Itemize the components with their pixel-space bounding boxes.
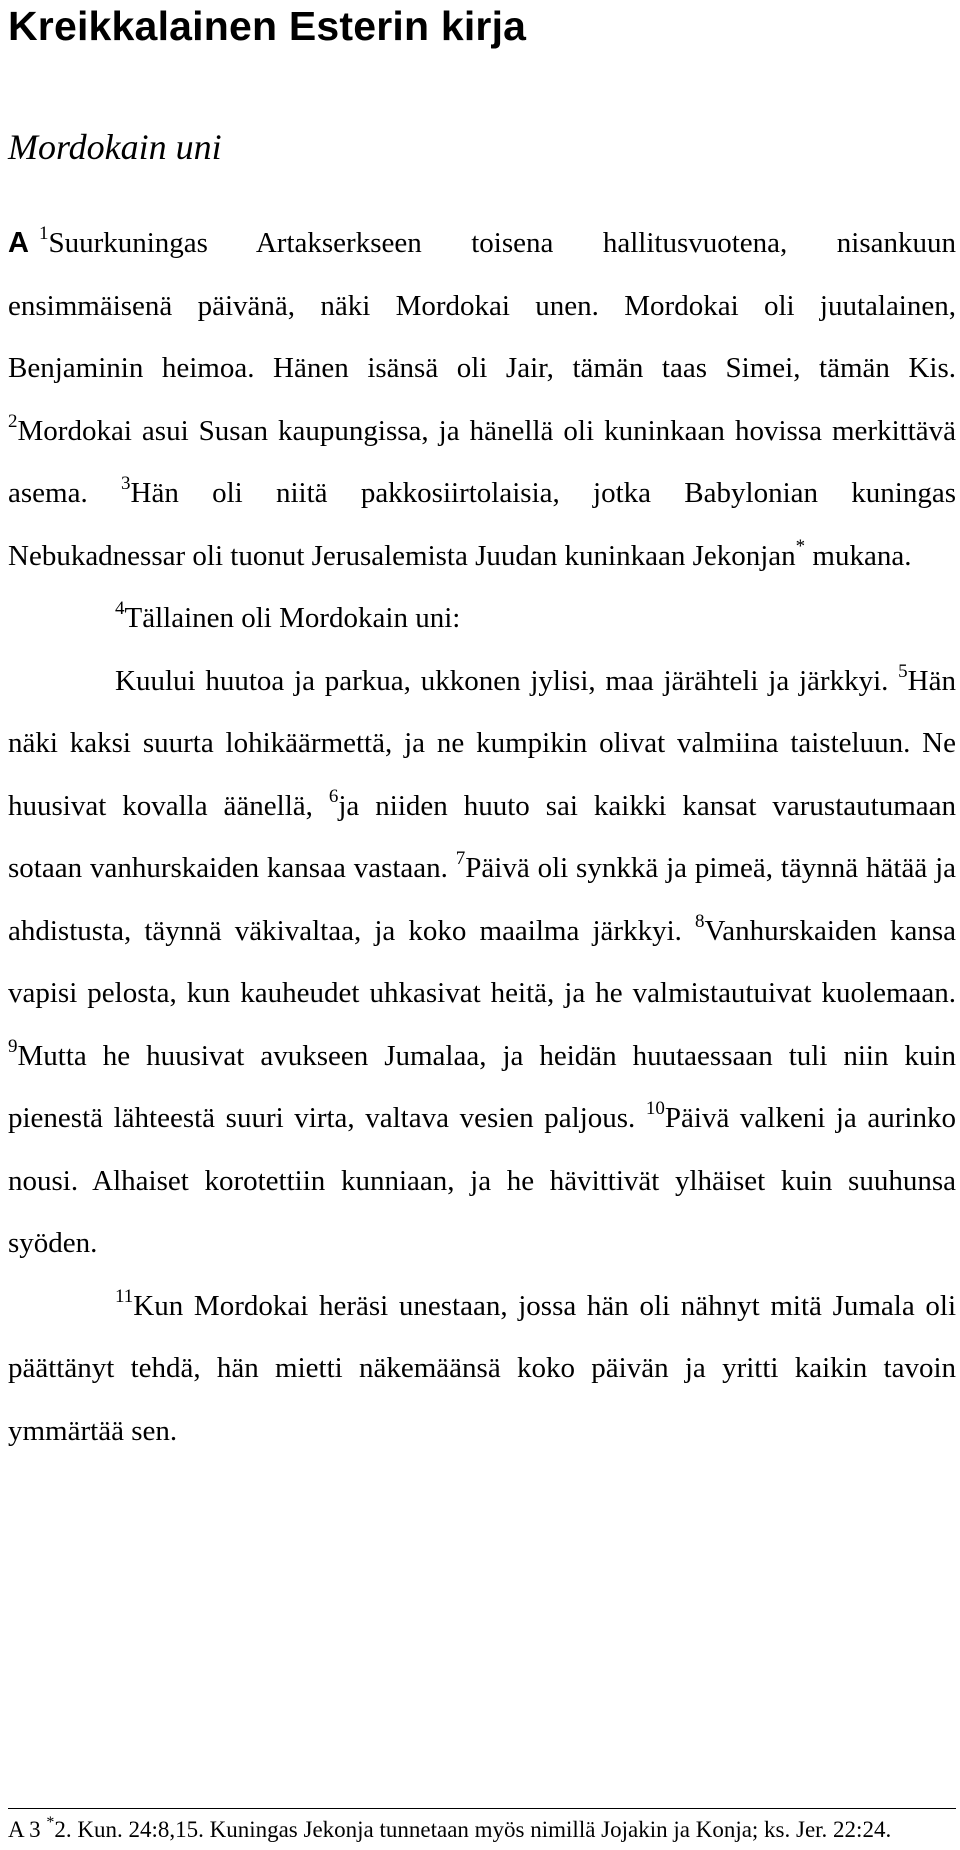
verse-number-5: 5 <box>898 660 908 682</box>
footnote-ref-marker: * <box>46 1814 55 1832</box>
verse-number-6: 6 <box>328 785 339 807</box>
verse-number-4: 4 <box>115 598 125 620</box>
verse-4-text: Tällainen oli Mordokain uni: <box>124 602 461 634</box>
verse-number-1: 1 <box>38 223 49 245</box>
verse-11-text: Kun Mordokai heräsi unestaan, jossa hän oli nähnyt mitä Jumala oli päättänyt tehdä, hän mietti näkemäänsä koko päivän ja yritti kaikin tavoin ymmärtää sen. <box>8 1289 956 1447</box>
verse-9-text: Mutta he huusivat avukseen Jumalaa, ja heidän huutaessaan tuli niin kuin pienestä lähteestä suuri virta, valtava vesien paljous. <box>8 1039 956 1134</box>
verse-3-end: mukana. <box>805 539 912 572</box>
footnote-text: 2. Kun. 24:8,15. Kuningas Jekonja tunnetaan myös nimillä Jojakin ja Konja; ks. Jer. 22:24. <box>54 1817 892 1842</box>
paragraph-4 <box>8 1275 956 1463</box>
section-heading: Mordokain uni <box>8 127 222 167</box>
verse-number-10: 10 <box>645 1098 665 1120</box>
paragraph-3 <box>8 650 956 1275</box>
chapter-letter: A <box>8 227 29 259</box>
verse-7-text: Päivä oli synkkä ja pimeä, täynnä hätää ja ahdistusta, täynnä väkivaltaa, ja koko maailma järkkyi. <box>8 852 956 947</box>
paragraph-2 <box>8 587 956 650</box>
document-page <box>8 0 957 1842</box>
footnote-marker: * <box>795 535 806 557</box>
footnote <box>8 1813 956 1847</box>
verse-number-8: 8 <box>695 910 705 932</box>
verse-number-2: 2 <box>8 410 18 432</box>
document-title: Kreikkalainen Esterin kirja <box>8 3 527 49</box>
verse-3-text: Hän oli niitä pakkosiirtolaisia, jotka Babylonian kuningas Nebukadnessar oli tuonut Jerusalemista Juudan kuninkaan Jekonjan <box>8 477 956 572</box>
verse-1-text: Suurkuningas Artakserkseen toisena hallitusvuotena, nisankuun ensimmäisenä päivänä, näki Mordokai unen. Mordokai oli juutalainen, Benjaminin heimoa. Hänen isänsä oli Jair, tämän taas Simei, tämän Kis. <box>8 227 956 384</box>
verse-number-11: 11 <box>115 1285 134 1307</box>
verse-4-continuation: Kuului huutoa ja parkua, ukkonen jylisi, maa järähteli ja järkkyi. <box>115 664 899 697</box>
verse-2-text: Mordokai asui Susan kaupungissa, ja hänellä oli kuninkaan hovissa merkittävä asema. <box>8 414 956 509</box>
verse-number-7: 7 <box>455 848 466 870</box>
verse-6-text: ja niiden huuto sai kaikki kansat varustautumaan sotaan vanhurskaiden kansaa vastaan. <box>8 789 957 884</box>
footnote-divider <box>8 1808 956 1809</box>
paragraph-1 <box>8 212 956 587</box>
verse-8-text: Vanhurskaiden kansa vapisi pelosta, kun kauheudet uhkasivat heitä, ja he valmistautuivat kuolemaan. <box>8 914 956 1009</box>
verse-5-text: Hän näki kaksi suurta lohikäärmettä, ja ne kumpikin olivat valmiina taisteluun. Ne huusivat kovalla äänellä, <box>8 664 956 822</box>
verse-number-3: 3 <box>121 473 131 495</box>
verse-number-9: 9 <box>8 1035 18 1057</box>
verse-10-text: Päivä valkeni ja aurinko nousi. Alhaiset korotettiin kunniaan, ja he hävittivät ylhäiset kuin suuhunsa syöden. <box>8 1102 956 1259</box>
footnote-reference: A 3 <box>8 1817 47 1842</box>
